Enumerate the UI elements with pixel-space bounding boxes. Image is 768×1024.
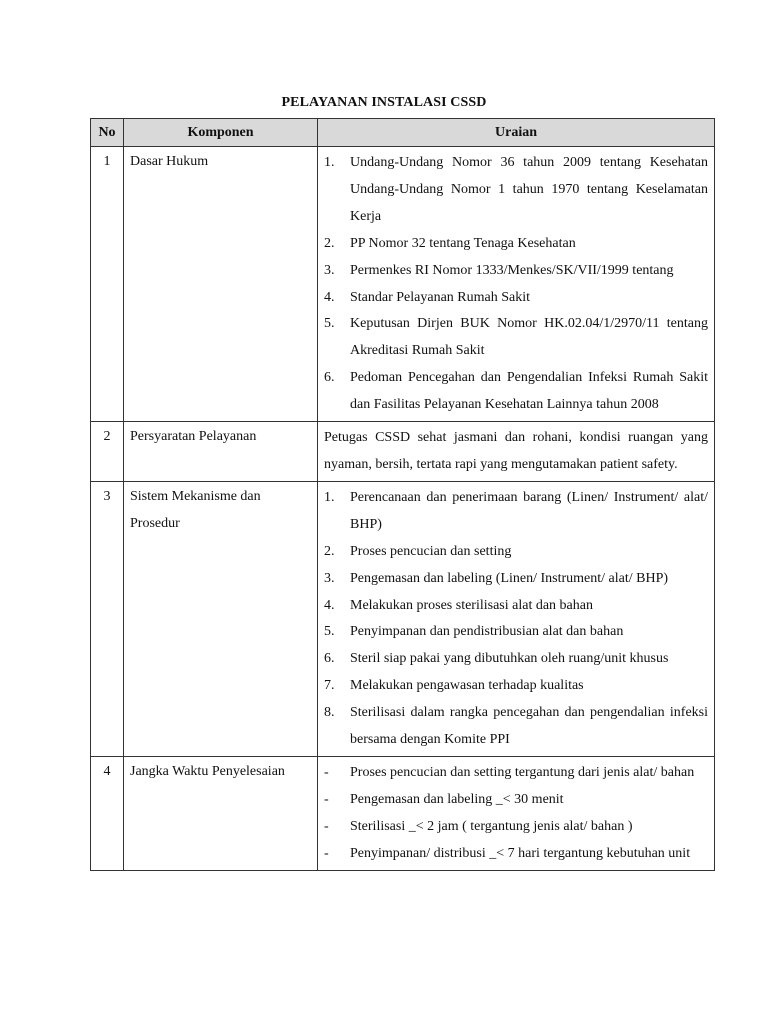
list-marker: 1.	[324, 489, 335, 505]
header-komponen: Komponen	[124, 119, 318, 147]
document-title: PELAYANAN INSTALASI CSSD	[281, 95, 487, 110]
list-item	[324, 787, 708, 814]
list-item	[324, 365, 708, 419]
list-item	[324, 285, 708, 312]
row-uraian	[318, 756, 715, 870]
table-row	[91, 756, 715, 870]
list-marker: 7.	[324, 678, 335, 694]
list-item	[324, 593, 708, 620]
list-marker: 8.	[324, 705, 335, 721]
list-item	[324, 841, 708, 868]
table-body	[91, 147, 715, 871]
list-item-text: Penyimpanan dan pendistribusian alat dan bahan	[350, 624, 624, 640]
list-item-text: Melakukan pengawasan terhadap kualitas	[350, 678, 584, 694]
list-marker: 5.	[324, 624, 335, 640]
list-item	[324, 700, 708, 754]
list-marker: 5.	[324, 316, 335, 332]
uraian-list	[324, 485, 708, 754]
list-marker: -	[324, 845, 329, 861]
uraian-list	[324, 150, 708, 419]
table-row	[91, 147, 715, 422]
row-komponen	[124, 147, 318, 422]
list-item	[324, 539, 708, 566]
list-item	[324, 311, 708, 365]
uraian-list	[324, 760, 708, 868]
list-item	[324, 231, 708, 258]
komponen-label: Persyaratan Pelayanan	[130, 429, 257, 445]
list-item	[324, 646, 708, 673]
row-number: 1	[91, 147, 124, 422]
row-number: 2	[91, 422, 124, 482]
list-marker: 1.	[324, 155, 335, 170]
list-item-text: Permenkes RI Nomor 1333/Menkes/SK/VII/1999 tentang	[350, 262, 674, 278]
header-no: No	[91, 119, 124, 147]
list-marker: -	[324, 764, 329, 780]
komponen-label: Jangka Waktu Penyelesaian	[130, 763, 285, 779]
list-item-text: Keputusan Dirjen BUK Nomor HK.02.04/1/2970/11 tentang Akreditasi Rumah Sakit	[350, 316, 708, 359]
row-number: 3	[91, 481, 124, 756]
list-item	[324, 814, 708, 841]
uraian-paragraph: Petugas CSSD sehat jasmani dan rohani, kondisi ruangan yang nyaman, bersih, tertata rapi yang mengutamakan patient safety.	[324, 430, 708, 472]
list-marker: 2.	[324, 235, 335, 251]
list-item-text: Perencanaan dan penerimaan barang (Linen/ Instrument/ alat/ BHP)	[350, 489, 708, 532]
list-item	[324, 673, 708, 700]
list-marker: 6.	[324, 370, 335, 386]
list-marker: -	[324, 791, 329, 807]
list-item-text: Proses pencucian dan setting tergantung dari jenis alat/ bahan	[350, 764, 695, 780]
list-marker: 4.	[324, 289, 335, 305]
list-marker: 4.	[324, 597, 335, 613]
row-uraian	[318, 422, 715, 482]
list-item-text: Sterilisasi _< 2 jam ( tergantung jenis alat/ bahan )	[350, 818, 633, 834]
row-uraian	[318, 147, 715, 422]
list-item	[324, 760, 708, 787]
list-item	[324, 566, 708, 593]
list-item-text: Undang-Undang Nomor 36 tahun 2009 tentang Kesehatan Undang-Undang Nomor 1 tahun 1970 tentang Keselamatan Kerja	[350, 155, 708, 224]
list-marker: 6.	[324, 651, 335, 667]
list-item	[324, 619, 708, 646]
header-uraian: Uraian	[318, 119, 715, 147]
list-item-text: Proses pencucian dan setting	[350, 543, 512, 559]
table-header-row	[91, 119, 715, 147]
table-row	[91, 481, 715, 756]
table-row	[91, 422, 715, 482]
row-komponen	[124, 481, 318, 756]
list-item-text: Pedoman Pencegahan dan Pengendalian Infeksi Rumah Sakit dan Fasilitas Pelayanan Kesehatan Lainnya tahun 2008	[350, 370, 708, 413]
list-item-text: Melakukan proses sterilisasi alat dan bahan	[350, 597, 593, 613]
row-komponen	[124, 756, 318, 870]
list-marker: 2.	[324, 543, 335, 559]
list-item-text: Penyimpanan/ distribusi _< 7 hari tergantung kebutuhan unit	[350, 845, 691, 861]
list-marker: 3.	[324, 570, 335, 586]
list-item-text: Pengemasan dan labeling (Linen/ Instrument/ alat/ BHP)	[350, 570, 669, 586]
list-item	[324, 485, 708, 539]
row-uraian	[318, 481, 715, 756]
list-item	[324, 150, 708, 231]
list-marker: -	[324, 818, 329, 834]
list-item-text: PP Nomor 32 tentang Tenaga Kesehatan	[350, 235, 576, 251]
list-item-text: Sterilisasi dalam rangka pencegahan dan pengendalian infeksi bersama dengan Komite PPI	[350, 705, 708, 748]
service-table	[90, 118, 715, 871]
komponen-label: Sistem Mekanisme dan Prosedur	[130, 488, 261, 531]
row-komponen	[124, 422, 318, 482]
list-marker: 3.	[324, 262, 335, 278]
list-item-text: Steril siap pakai yang dibutuhkan oleh ruang/unit khusus	[350, 651, 669, 667]
list-item	[324, 258, 708, 285]
row-number: 4	[91, 756, 124, 870]
list-item-text: Standar Pelayanan Rumah Sakit	[350, 289, 531, 305]
list-item-text: Pengemasan dan labeling _< 30 menit	[350, 791, 564, 807]
komponen-label: Dasar Hukum	[130, 154, 209, 169]
